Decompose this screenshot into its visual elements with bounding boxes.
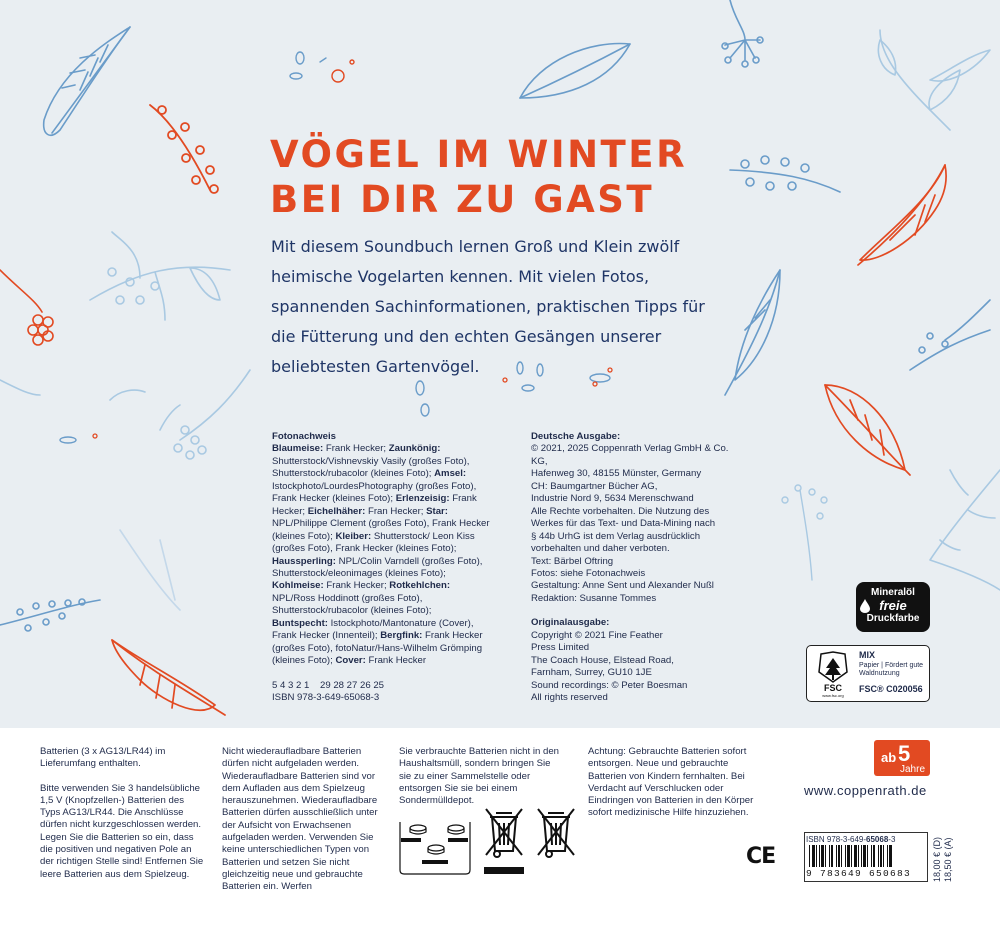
barcode-bar	[873, 845, 875, 867]
fsc-code: FSC® C020056	[859, 684, 923, 694]
barcode-bar	[825, 845, 826, 867]
photo-credits	[272, 431, 490, 705]
credit-text: Frank Hecker	[365, 655, 427, 667]
barcode-bar	[836, 845, 837, 867]
credit-label: Kleiber:	[335, 530, 372, 542]
crossed-bin-icon	[534, 805, 578, 861]
original-edition-line: The Coach House, Elstead Road,	[531, 654, 674, 666]
credit-text: NPL/Colin Varndell (großes Foto), Shutterstock/eleonimages (kleines Foto);	[272, 555, 483, 579]
feather-icon	[725, 270, 780, 395]
battery-info-column-1	[40, 746, 205, 881]
feather-icon	[44, 27, 130, 135]
battery-info-column-3: Sie verbrauchte Batterien nicht in den Haushaltsmüll, sondern bringen Sie sie zu einer Sammelstelle oder entsorgen Sie sie bei einem Sondermülldepot.	[399, 746, 559, 807]
original-edition-line: Sound recordings: © Peter Boesman	[531, 679, 688, 691]
leaf-icon	[520, 0, 763, 98]
barcode-bar	[887, 845, 888, 867]
publisher-url: www.coppenrath.de	[804, 783, 927, 798]
barcode-bar	[867, 845, 868, 867]
leaf-icon	[825, 385, 910, 475]
seed-icon	[290, 52, 326, 79]
german-edition-line: © 2021, 2025 Coppenrath Verlag GmbH & Co. KG,	[531, 443, 729, 467]
german-edition-line: Fotos: siehe Fotonachweis	[531, 567, 646, 579]
original-edition-line: Press Limited	[531, 642, 590, 654]
barcode-bar	[841, 845, 842, 867]
credit-text: Istockphoto/LourdesPhotography (großes Foto), Frank Hecker (kleines Foto);	[272, 480, 477, 505]
ink-drop-icon	[860, 599, 870, 613]
crossed-bin-icon	[482, 805, 526, 875]
berry-branch-icon	[150, 105, 218, 193]
original-edition-line: All rights reserved	[531, 692, 608, 704]
credit-label: Buntspecht:	[272, 617, 328, 629]
credit-text: Frank Hecker;	[323, 580, 390, 592]
credit-label: Haussperling:	[272, 555, 336, 567]
original-edition-line: Copyright © 2021 Fine Feather	[531, 629, 663, 641]
barcode-bar	[829, 845, 830, 867]
credit-text: Istockphoto/Mantonature (Cover), Frank Hecker (Innenteil);	[272, 617, 474, 642]
barcode-bar	[880, 845, 882, 867]
isbn-prefix: ISBN 978-3-649-	[806, 835, 867, 844]
barcode-bar	[883, 845, 884, 867]
barcode-icon	[807, 845, 925, 869]
barcode-bar	[858, 845, 859, 867]
original-edition-line: Farnham, Surrey, GU10 1JE	[531, 667, 652, 679]
german-edition-lines	[531, 443, 731, 605]
credit-label: Erlenzeisig:	[395, 493, 450, 505]
age-number: 5	[898, 741, 911, 766]
price-germany: 18,00 € (D)	[932, 836, 942, 882]
fsc-label	[806, 645, 930, 702]
german-edition-line: Alle Rechte vorbehalten. Die Nutzung des	[531, 505, 710, 517]
german-edition-line: Redaktion: Susanne Tommes	[531, 592, 657, 604]
barcode-bar	[861, 845, 862, 867]
original-edition-lines	[531, 630, 731, 705]
credit-label: Amsel:	[434, 468, 467, 480]
barcode-bar	[831, 845, 833, 867]
ce-mark: CE	[746, 844, 776, 869]
credit-label: Bergfink:	[380, 630, 423, 642]
oil-badge-line-1: Mineralöl	[871, 587, 915, 598]
age-unit: Jahre	[900, 764, 926, 775]
barcode-bar	[871, 845, 872, 867]
barcode-bar	[847, 845, 850, 867]
credit-text: Frank Hecker (großes Foto), fotoNatur/Hans-Wilhelm Grömping (kleines Foto);	[272, 630, 483, 667]
barcode-isbn	[806, 835, 895, 844]
german-edition-line: CH: Baumgartner Bücher AG,	[531, 480, 658, 492]
barcode-bar	[816, 845, 817, 867]
original-edition-heading: Originalausgabe:	[531, 617, 610, 629]
oil-badge-line-3: Druckfarbe	[866, 613, 920, 624]
credit-text: NPL/Philippe Clement (großes Foto), Frank Hecker (kleines Foto);	[272, 518, 490, 542]
fsc-url-text: www.fsc.org	[822, 693, 844, 698]
credit-label: Eichelhäher:	[307, 505, 366, 517]
barcode-bar	[845, 845, 846, 867]
print-run: 5 4 3 2 1 29 28 27 26 25	[272, 679, 385, 691]
battery-info-column-4: Achtung: Gebrauchte Batterien sofort entsorgen. Neue und gebrauchte Batterien von Kindern fernhalten. Bei Verdacht auf Verschlucken oder Eindringen von Batterien in den Körper sofort medizinische Hilfe hinzuziehen.	[588, 746, 754, 819]
credit-label: Rotkehlchen:	[389, 580, 451, 592]
book-title-line-2: BEI DIR ZU GAST	[270, 178, 655, 221]
german-edition-line: Text: Bärbel Oftring	[531, 555, 614, 567]
battery-included-text: Batterien (3 x AG13/LR44) im Lieferumfang enthalten.	[40, 746, 166, 770]
german-edition-heading: Deutsche Ausgabe:	[531, 431, 621, 442]
credit-label: Blaumeise:	[272, 443, 324, 455]
feather-icon	[112, 640, 225, 715]
battery-info-column-2: Nicht wiederaufladbare Batterien dürfen nicht aufgeladen werden. Wiederaufladbare Batterien sind vor dem Aufladen aus dem Spielzeug herauszunehmen. Wiederaufladbare Batterien dürfen ausschließlich unter der Aufsicht von Erwachsenen aufgeladen werden. Verwenden Sie keine unterschiedlichen Typen von Batterien und setzen Sie nicht gleichzeitig neue und gebrauchte Batterien ein. Werfen	[222, 746, 378, 893]
oil-badge-line-2: freie	[879, 598, 907, 613]
isbn-suffix: -3	[888, 835, 896, 844]
battery-insertion-icon	[398, 818, 472, 878]
credit-text: Shutterstock/ Leon Kiss (großes Foto), Frank Hecker (kleines Foto);	[272, 530, 475, 555]
edition-info	[531, 431, 731, 705]
age-badge	[874, 740, 930, 776]
barcode-bar	[854, 845, 857, 867]
barcode-digits: 9 783649 650683	[806, 868, 912, 879]
isbn-bold: 65068	[866, 835, 889, 844]
credit-text: Frank Hecker;	[323, 443, 389, 455]
german-edition-line: Industrie Nord 9, 5634 Merenschwand	[531, 493, 694, 505]
battery-usage-text: Bitte verwenden Sie 3 handelsübliche 1,5 V (Knopfzellen-) Batterien des Typs AG13/LR44. Die Anschlüsse dürfen nicht kurzgeschlossen werden. Legen Sie die Batterien so ein, dass die positiven und negativen Pole an der richtigen Stelle sind! Entfernen Sie leere Batterien aus dem Spielzeug.	[40, 782, 204, 880]
fsc-paper-label: Papier | Fördert gute Waldnutzung	[859, 662, 924, 677]
german-edition-line: vorbehalten und daher verboten.	[531, 543, 670, 555]
barcode-bar	[812, 845, 815, 867]
credit-label: Zaunkönig:	[388, 443, 441, 455]
barcode-bar	[809, 845, 810, 867]
barcode-bar	[819, 845, 820, 867]
german-edition-line: Hafenweg 30, 48155 Münster, Germany	[531, 468, 702, 480]
photo-credits-list	[272, 443, 490, 667]
german-edition-line: § 44b UrhG ist dem Verlag ausdrücklich	[531, 530, 701, 542]
intro-text: Mit diesem Soundbuch lernen Groß und Klein zwölf heimische Vogelarten kennen. Mit vielen Fotos, spannenden Sachinformationen, praktischen Tipps für die Fütterung und den echten Gesängen unserer beliebtesten Gartenvögel.	[271, 237, 705, 376]
credit-text: Fran Hecker;	[365, 505, 427, 517]
credit-label: Kohlmeise:	[272, 580, 324, 592]
photo-credits-heading: Fotonachweis	[272, 431, 336, 442]
fsc-mix-label: MIX	[859, 650, 876, 660]
fsc-logo-text: FSC	[824, 683, 842, 693]
isbn-line: ISBN 978-3-649-65068-3	[272, 692, 380, 704]
barcode-bar	[863, 845, 866, 867]
credit-text: NPL/Ross Hoddinott (großes Foto), Shutterstock/rubacolor (kleines Foto);	[272, 592, 432, 617]
credit-text: Shutterstock/Vishnevskiy Vasily (großes Foto), Shutterstock/rubacolor (kleines Foto);	[272, 455, 470, 480]
barcode-bar	[821, 845, 824, 867]
feather-icon	[858, 165, 946, 265]
german-edition-line: Gestaltung: Anne Sent und Alexander Nußl	[531, 580, 714, 592]
credit-label: Cover:	[335, 655, 366, 667]
credit-text: Frank Hecker;	[272, 493, 477, 517]
barcode-bar	[851, 845, 852, 867]
german-edition-line: Werkes für das Text- und Data-Mining nach	[531, 518, 716, 530]
fsc-tree-logo-icon	[813, 650, 853, 698]
credit-label: Star:	[426, 505, 448, 517]
book-title-line-1: VÖGEL IM WINTER	[270, 133, 688, 176]
barcode-bar	[889, 845, 892, 867]
barcode-bar	[878, 845, 879, 867]
barcode-bar	[838, 845, 840, 867]
age-prefix: ab	[881, 750, 897, 765]
price-austria: 18,50 € (A)	[943, 837, 953, 882]
